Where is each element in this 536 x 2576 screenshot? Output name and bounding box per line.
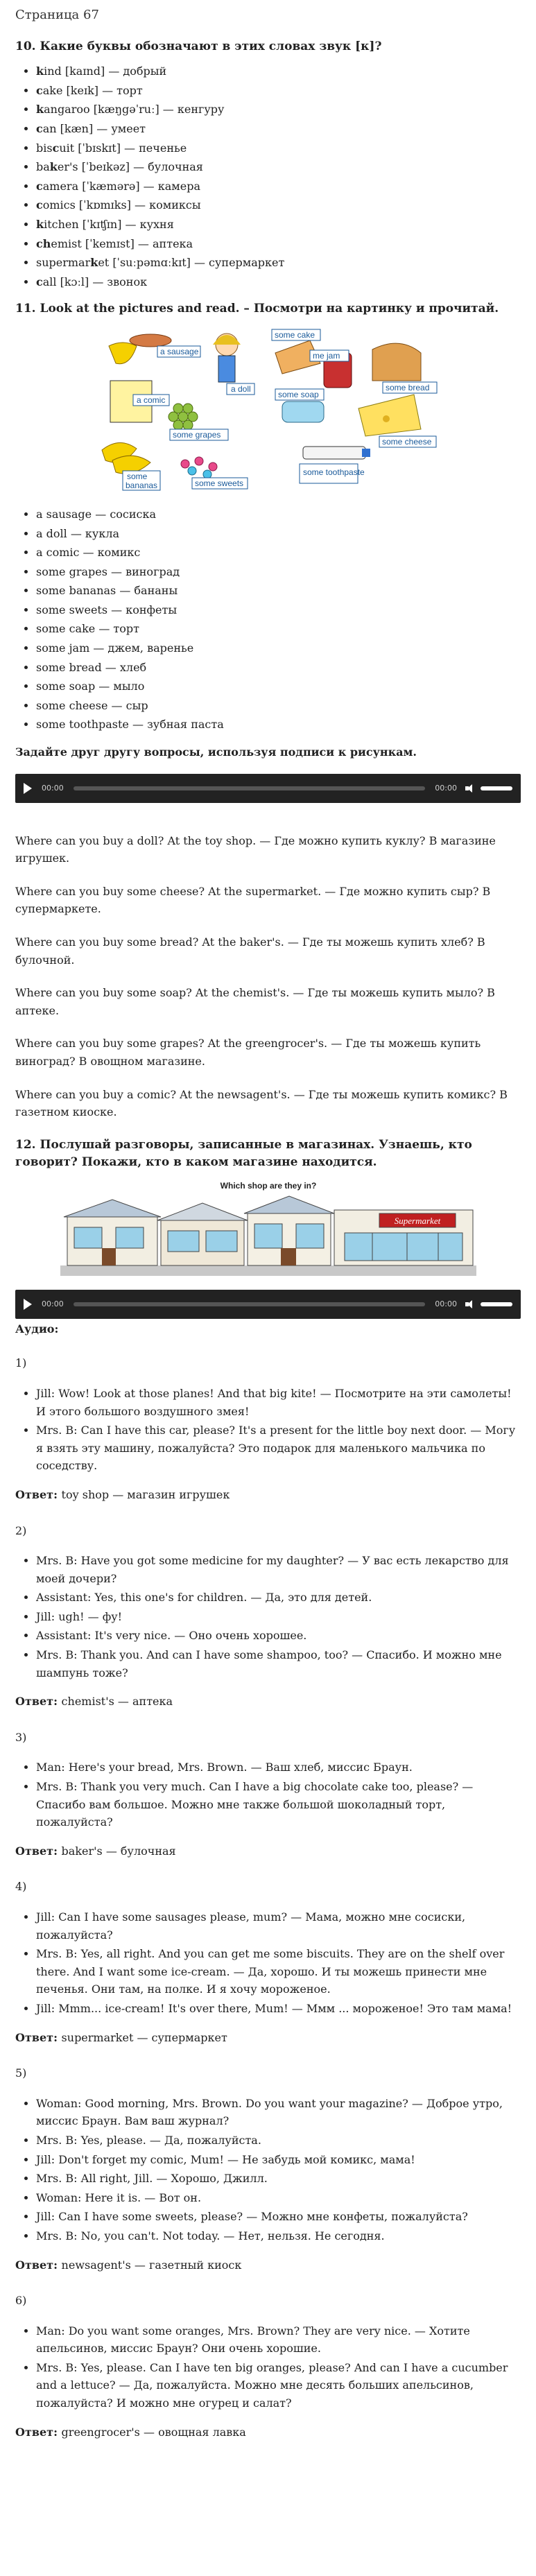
list-item [36, 158, 521, 176]
volume-slider[interactable] [481, 1302, 512, 1306]
volume-control[interactable] [465, 784, 512, 793]
list-item [36, 254, 521, 272]
list-item: • some toothpaste — зубная паста [36, 716, 521, 734]
word-prefix: supermar [36, 256, 91, 270]
answer-text: baker's — булочная [61, 1844, 176, 1858]
dialogue-line: • Jill: Wow! Look at those planes! And that big kite! — Посмотрите на эти самолеты! И этого большого воздушного змея! [36, 1385, 521, 1420]
highlighted-letter: c [36, 179, 43, 193]
answer [15, 1842, 521, 1860]
dialogue-line: • Jill: Mmm... ice-cream! It's over there, Mum! — Ммм ... мороженое! Это там мама! [36, 2000, 521, 2018]
dialogue-lines [15, 1385, 521, 1475]
audio-player-1[interactable] [15, 774, 521, 803]
word-rest: all [kɔːl] — звонок [42, 275, 148, 288]
supermarket-sign: Supermarket [394, 1215, 440, 1226]
exercise-11-dialog [15, 832, 521, 1121]
dialog-paragraph: Where can you buy some bread? At the baker's. — Где ты можешь купить хлеб? В булочной. [15, 935, 485, 967]
play-icon[interactable] [24, 1299, 32, 1310]
dialogue-line: • Man: Here's your bread, Mrs. Brown. — Ваш хлеб, миссис Браун. [36, 1758, 521, 1777]
answer-label: Ответ: [15, 2425, 62, 2439]
highlighted-letter: c [36, 198, 43, 212]
dialogue-number: 3) [15, 1730, 27, 1744]
highlighted-letter: k [36, 103, 44, 116]
answer [15, 1486, 521, 1504]
list-item: • some soap — мыло [36, 677, 521, 695]
list-item: • a doll — кукла [36, 525, 521, 543]
dialog-paragraph: Where can you buy some soap? At the chemist's. — Где ты можешь купить мыло? В аптеке. [15, 986, 495, 1017]
dialogue-line: • Jill: Can I have some sweets, please? — Можно мне конфеты, пожалуйста? [36, 2208, 521, 2226]
exercise-10-list [15, 62, 521, 291]
dialogue-line: • Jill: Can I have some sausages please, mum? — Мама, можно мне сосиски, пожалуйста? [36, 1908, 521, 1944]
list-item [36, 273, 521, 291]
word-prefix: ba [36, 160, 50, 174]
dialogue-line: • Woman: Good morning, Mrs. Brown. Do you want your magazine? — Доброе утро, миссис Браун. Вам ваш журнал? [36, 2095, 521, 2130]
dialogue-line: • Mrs. B: Have you got some medicine for my daughter? — У вас есть лекарство для моей дочери? [36, 1552, 521, 1587]
highlighted-letter: c [52, 141, 60, 155]
list-item: • some jam — джем, варенье [36, 639, 521, 657]
list-item [36, 62, 521, 80]
play-icon[interactable] [24, 783, 32, 794]
exercise-12-heading: 12. Послушай разговоры, записанные в магазинах. Узнаешь, кто говорит? Покажи, кто в каком магазине находится. [15, 1137, 472, 1170]
label-toothpaste: some toothpaste [302, 467, 365, 477]
word-rest: emist [ˈkemɪst] — аптека [51, 236, 193, 250]
dialogue-line: • Assistant: Yes, this one's for children. — Да, это для детей. [36, 1589, 521, 1607]
dialogue-line: • Mrs. B: Thank you. And can I have some shampoo, too? — Спасибо. И можно мне шампунь тоже? [36, 1646, 521, 1682]
audio-time-current: 00:00 [42, 1299, 64, 1308]
dialogue-lines [15, 1908, 521, 2018]
word-rest: er's [ˈbeɪkəz] — булочная [57, 160, 203, 174]
answer [15, 2423, 521, 2441]
dialogue-line: • Mrs. B: Can I have this car, please? It's a present for the little boy next door. — Могу я взять эту машину, пожалуйста? Это подарок для маленького мальчика по соседству. [36, 1421, 521, 1475]
audio-progress-bar[interactable] [74, 1302, 426, 1306]
answer [15, 2029, 521, 2047]
exercise-10-heading: 10. Какие буквы обозначают в этих словах звук [к]? [15, 39, 382, 53]
answer-label: Ответ: [15, 2030, 62, 2044]
highlighted-letter: k [90, 256, 98, 270]
label-bread: some bread [385, 382, 429, 392]
word-prefix: bis [36, 141, 53, 155]
label-bananas-1: some [126, 471, 147, 481]
volume-icon[interactable] [465, 784, 475, 793]
dialogue-line: • Woman: Here it is. — Вот он. [36, 2189, 521, 2207]
label-doll: a doll [230, 383, 251, 394]
answer-text: chemist's — аптека [61, 1695, 173, 1709]
dialogue-line: • Mrs. B: Yes, all right. And you can get me some biscuits. They are on the shelf over there. And I want some ice-cream. — Да, хорошо. И ты можешь принести мне печенья. Они там, на полке. И я хочу мороженое. [36, 1945, 521, 1998]
volume-control[interactable] [465, 1300, 512, 1308]
dialogue-lines [15, 1552, 521, 1682]
volume-icon[interactable] [465, 1300, 475, 1308]
list-item [36, 178, 521, 196]
dialogue-number: 5) [15, 2066, 27, 2080]
word-rest: itchen [ˈkɪʧɪn] — кухня [44, 218, 174, 232]
dialogue-line: • Mrs. B: All right, Jill. — Хорошо, Джилл. [36, 2170, 521, 2188]
answer-label: Ответ: [15, 1487, 62, 1501]
label-cheese: some cheese [381, 436, 431, 447]
word-rest: uit [ˈbɪskɪt] — печенье [59, 141, 187, 155]
dialogue-number: 4) [15, 1880, 27, 1894]
answer-text: greengrocer's — овощная лавка [61, 2425, 246, 2439]
answer [15, 2256, 521, 2274]
label-soap: some soap [277, 389, 319, 399]
answer-label: Ответ: [15, 1695, 62, 1709]
list-item [36, 216, 521, 234]
highlighted-letter: c [36, 275, 43, 288]
dialog-paragraph: Where can you buy a comic? At the newsagent's. — Где ты можешь купить комикс? В газетном киоске. [15, 1087, 508, 1119]
list-item [36, 82, 521, 100]
highlighted-letter: k [36, 218, 44, 232]
dialogue-lines [15, 2095, 521, 2245]
dialogue-number: 2) [15, 1523, 27, 1537]
label-sausage: a sausage [159, 346, 198, 356]
list-item: • some grapes — виноград [36, 563, 521, 581]
exercise-11-heading: 11. Look at the pictures and read. – Посмотри на картинку и прочитай. [15, 302, 499, 316]
dialogues [15, 1354, 521, 2441]
highlighted-letter: c [36, 122, 43, 136]
word-rest: an [kæn] — умеет [42, 122, 146, 136]
volume-slider[interactable] [481, 786, 512, 790]
label-sweets: some sweets [194, 478, 243, 488]
dialogue-line: • Mrs. B: Thank you very much. Can I have a big chocolate cake too, please? — Спасибо вам большое. Можно мне также большой шоколадный торт, пожалуйста? [36, 1778, 521, 1831]
list-item: • some bread — хлеб [36, 659, 521, 677]
list-item: • some cheese — сыр [36, 697, 521, 715]
label-bananas-2: bananas [125, 480, 157, 490]
word-rest: angaroo [kæŋgəˈruː] — кенгуру [44, 103, 225, 116]
highlighted-letter: c [36, 83, 43, 97]
audio-time-current: 00:00 [42, 783, 64, 793]
dialogue-lines [15, 1758, 521, 1831]
highlighted-letter: k [36, 64, 44, 78]
dialogue-line: • Jill: ugh! — фу! [36, 1608, 521, 1626]
highlighted-letter: ch [36, 236, 51, 250]
picture-title: Which shop are they in? [220, 1180, 316, 1191]
list-item: • some bananas — бананы [36, 582, 521, 600]
label-comic: a comic [136, 395, 165, 405]
dialogue-lines [15, 2322, 521, 2412]
answer-text: toy shop — магазин игрушек [61, 1487, 230, 1501]
exercise-11-task: Задайте друг другу вопросы, используя подписи к рисункам. [15, 745, 417, 759]
audio-label: Аудио: [15, 1322, 59, 1335]
dialogue-number: 6) [15, 2294, 27, 2308]
dialog-paragraph: Where can you buy a doll? At the toy shop. — Где можно купить куклу? В магазине игрушек. [15, 833, 496, 865]
page-title: Страница 67 [15, 8, 99, 22]
list-item [36, 120, 521, 138]
list-item: • a sausage — сосиска [36, 505, 521, 524]
label-grapes: some grapes [172, 429, 221, 440]
list-item [36, 196, 521, 214]
dialogue-line: • Man: Do you want some oranges, Mrs. Brown? They are very nice. — Хотите апельсинов, миссис Браун? Они очень хорошие. [36, 2322, 521, 2358]
list-item: • some cake — торт [36, 620, 521, 638]
list-item [36, 101, 521, 119]
shopping-items-illustration [95, 325, 442, 492]
dialogue-line: • Mrs. B: No, you can't. Not today. — Нет, нельзя. Не сегодня. [36, 2227, 521, 2245]
dialogue-number: 1) [15, 1356, 27, 1370]
dialogue-line: • Mrs. B: Yes, please. — Да, пожалуйста. [36, 2132, 521, 2150]
dialog-paragraph: Where can you buy some cheese? At the supermarket. — Где можно купить сыр? В супермаркете. [15, 884, 491, 916]
label-jam: me jam [312, 350, 340, 361]
label-cake: some cake [274, 329, 315, 340]
highlighted-letter: k [49, 160, 58, 174]
answer [15, 1693, 521, 1711]
audio-progress-bar[interactable] [74, 786, 426, 790]
dialogue-line: • Assistant: It's very nice. — Оно очень хорошее. [36, 1627, 521, 1645]
exercise-11-list [15, 505, 521, 734]
answer-label: Ответ: [15, 2258, 62, 2272]
answer-text: supermarket — супермаркет [61, 2030, 227, 2044]
audio-time-duration: 00:00 [435, 783, 457, 793]
dialogue-line: • Jill: Don't forget my comic, Mum! — Не забудь мой комикс, мама! [36, 2151, 521, 2169]
shops-street-illustration [60, 1179, 476, 1276]
word-rest: amera [ˈkæmərə] — камера [42, 179, 200, 193]
list-item: • some sweets — конфеты [36, 601, 521, 619]
audio-time-duration: 00:00 [435, 1299, 457, 1308]
list-item [36, 235, 521, 253]
word-rest: et [ˈsuːpəmɑːkɪt] — супермаркет [98, 256, 285, 270]
word-rest: omics [ˈkɒmɪks] — комиксы [42, 198, 201, 212]
dialog-paragraph: Where can you buy some grapes? At the greengrocer's. — Где ты можешь купить виноград? В овощном магазине. [15, 1037, 481, 1068]
word-rest: ake [keɪk] — торт [42, 83, 143, 97]
answer-text: newsagent's — газетный киоск [61, 2258, 242, 2272]
list-item [36, 139, 521, 157]
word-rest: ind [kaɪnd] — добрый [44, 64, 167, 78]
audio-player-2[interactable] [15, 1290, 521, 1319]
answer-label: Ответ: [15, 1844, 62, 1858]
list-item: • a comic — комикс [36, 544, 521, 562]
dialogue-line: • Mrs. B: Yes, please. Can I have ten big oranges, please? And can I have a cucumber and a lettuce? — Да, пожалуйста. Можно мне десять больших апельсинов, пожалуйста? И можно мне огурец и салат? [36, 2359, 521, 2412]
